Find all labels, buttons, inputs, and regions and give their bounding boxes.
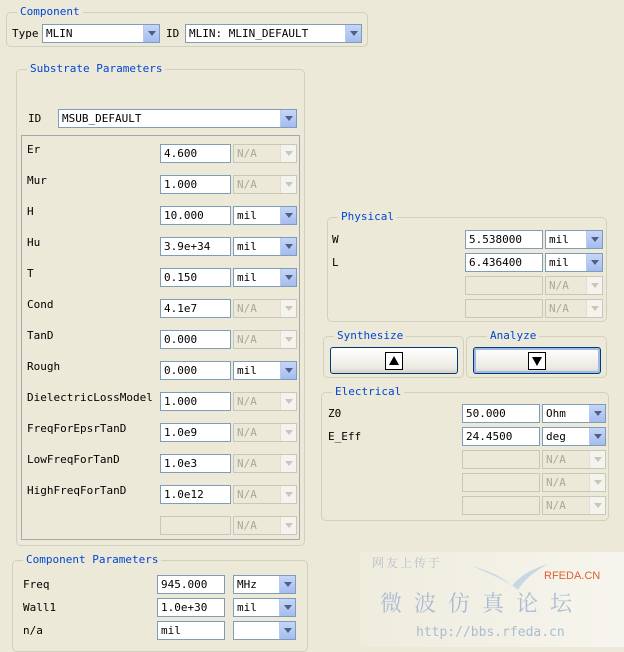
chevron-down-icon bbox=[280, 176, 296, 193]
param-label: Wall1 bbox=[23, 601, 57, 614]
param-value: mil bbox=[161, 624, 181, 637]
param-unit-select[interactable] bbox=[545, 230, 603, 249]
component-params-group-title: Component Parameters bbox=[23, 553, 161, 567]
param-value-field[interactable] bbox=[157, 598, 225, 617]
param-unit-select[interactable] bbox=[545, 253, 603, 272]
chevron-down-icon bbox=[589, 474, 605, 491]
param-value: 0.000 bbox=[164, 364, 198, 377]
param-value: 24.4500 bbox=[466, 430, 513, 443]
param-unit-select[interactable] bbox=[542, 404, 606, 423]
chevron-down-icon bbox=[280, 145, 296, 162]
param-unit-value: mil bbox=[237, 271, 257, 284]
param-unit-value: N/A bbox=[546, 499, 566, 512]
param-unit-select bbox=[545, 276, 603, 295]
analyze-group-title: Analyze bbox=[487, 329, 539, 343]
chevron-down-icon bbox=[280, 300, 296, 317]
param-value: 5.538000 bbox=[469, 233, 522, 246]
param-value-field[interactable] bbox=[160, 175, 231, 194]
chevron-down-icon[interactable] bbox=[143, 25, 159, 42]
param-label: DielectricLossModel bbox=[27, 391, 153, 404]
param-label: Hu bbox=[27, 236, 41, 249]
type-label: Type bbox=[12, 27, 39, 40]
electrical-group-title: Electrical bbox=[332, 385, 404, 399]
param-value-field[interactable] bbox=[157, 575, 225, 594]
param-unit-select[interactable] bbox=[233, 575, 296, 594]
chevron-down-icon[interactable] bbox=[586, 254, 602, 271]
param-value-field[interactable] bbox=[160, 144, 231, 163]
param-value-field[interactable] bbox=[160, 237, 231, 256]
param-unit-select[interactable] bbox=[233, 361, 297, 380]
param-unit-value: mil bbox=[237, 601, 257, 614]
param-value: 1.000 bbox=[164, 395, 198, 408]
param-unit-value: N/A bbox=[237, 147, 257, 160]
param-value-field[interactable] bbox=[160, 485, 231, 504]
analyze-button[interactable] bbox=[473, 347, 601, 374]
param-value: 10.000 bbox=[164, 209, 204, 222]
param-value: 4.600 bbox=[164, 147, 198, 160]
param-unit-value: mil bbox=[237, 364, 257, 377]
component-id-select-value: MLIN: MLIN_DEFAULT bbox=[189, 27, 309, 40]
param-value-field bbox=[462, 473, 540, 492]
param-unit-select bbox=[233, 299, 297, 318]
param-unit-value: N/A bbox=[549, 279, 569, 292]
param-unit-value: Ohm bbox=[546, 407, 566, 420]
bird-logo bbox=[470, 556, 550, 592]
param-label: HighFreqForTanD bbox=[27, 484, 127, 497]
chevron-down-icon bbox=[280, 455, 296, 472]
param-label: T bbox=[27, 267, 34, 280]
param-label: L bbox=[332, 256, 339, 269]
watermark-line1: 网友上传于 bbox=[372, 556, 443, 570]
param-value-field bbox=[462, 450, 540, 469]
param-label: Freq bbox=[23, 578, 50, 591]
param-value: 1.0e9 bbox=[164, 426, 198, 439]
component-group-title: Component bbox=[17, 5, 83, 19]
param-unit-select[interactable] bbox=[233, 621, 296, 640]
chevron-down-icon[interactable] bbox=[280, 362, 296, 379]
param-value: 0.150 bbox=[164, 271, 198, 284]
param-label: TanD bbox=[27, 329, 54, 342]
param-label: LowFreqForTanD bbox=[27, 453, 120, 466]
param-unit-value: N/A bbox=[237, 426, 257, 439]
param-unit-select bbox=[233, 485, 297, 504]
param-value: 1.0e12 bbox=[164, 488, 204, 501]
watermark-brand: RFEDA.CN bbox=[544, 570, 601, 582]
substrate-id-label: ID bbox=[28, 112, 42, 125]
arrow-up-icon bbox=[385, 352, 403, 370]
watermark-line2: 微波仿真论坛 bbox=[380, 592, 585, 617]
param-label: Mur bbox=[27, 174, 47, 187]
param-unit-select bbox=[542, 473, 606, 492]
chevron-down-icon[interactable] bbox=[345, 25, 361, 42]
param-unit-select[interactable] bbox=[233, 268, 297, 287]
param-unit-value: N/A bbox=[237, 178, 257, 191]
physical-group-title: Physical bbox=[338, 210, 397, 224]
chevron-down-icon[interactable] bbox=[589, 405, 605, 422]
chevron-down-icon[interactable] bbox=[280, 269, 296, 286]
chevron-down-icon bbox=[586, 277, 602, 294]
param-value-field[interactable] bbox=[160, 268, 231, 287]
param-unit-value: N/A bbox=[237, 302, 257, 315]
param-label: n/a bbox=[23, 624, 43, 637]
synthesize-button[interactable] bbox=[330, 347, 458, 374]
param-value-field bbox=[462, 496, 540, 515]
chevron-down-icon[interactable] bbox=[280, 238, 296, 255]
param-unit-select bbox=[542, 496, 606, 515]
chevron-down-icon bbox=[280, 486, 296, 503]
param-unit-value: N/A bbox=[546, 476, 566, 489]
param-value-field[interactable] bbox=[160, 330, 231, 349]
param-label: H bbox=[27, 205, 34, 218]
param-unit-select bbox=[233, 144, 297, 163]
type-select-value: MLIN bbox=[46, 27, 73, 40]
param-value-field bbox=[465, 299, 543, 318]
chevron-down-icon bbox=[280, 424, 296, 441]
chevron-down-icon[interactable] bbox=[586, 231, 602, 248]
param-label: Rough bbox=[27, 360, 61, 373]
param-label: W bbox=[332, 233, 339, 246]
param-unit-value: N/A bbox=[237, 333, 257, 346]
param-value: 1.0e3 bbox=[164, 457, 198, 470]
param-unit-value: mil bbox=[237, 209, 257, 222]
param-value-field bbox=[465, 276, 543, 295]
param-unit-value: MHz bbox=[237, 578, 257, 591]
param-value-field[interactable] bbox=[160, 361, 231, 380]
param-value: 1.0e+30 bbox=[161, 601, 208, 614]
param-unit-select bbox=[233, 175, 297, 194]
param-unit-value: N/A bbox=[546, 453, 566, 466]
param-value-field[interactable] bbox=[462, 427, 540, 446]
substrate-group-title: Substrate Parameters bbox=[27, 62, 165, 76]
chevron-down-icon[interactable] bbox=[279, 599, 295, 616]
param-unit-value: mil bbox=[549, 256, 569, 269]
param-value: 0.000 bbox=[164, 333, 198, 346]
param-value-field[interactable] bbox=[160, 454, 231, 473]
param-label: Er bbox=[27, 143, 41, 156]
param-label: Cond bbox=[27, 298, 54, 311]
param-unit-value: mil bbox=[237, 240, 257, 253]
param-value-field[interactable] bbox=[160, 423, 231, 442]
param-value: 3.9e+34 bbox=[164, 240, 211, 253]
param-value: 4.1e7 bbox=[164, 302, 198, 315]
param-value-field[interactable] bbox=[465, 230, 543, 249]
param-value-field[interactable] bbox=[160, 392, 231, 411]
param-value: 6.436400 bbox=[469, 256, 522, 269]
chevron-down-icon[interactable] bbox=[280, 207, 296, 224]
chevron-down-icon bbox=[586, 300, 602, 317]
chevron-down-icon bbox=[589, 497, 605, 514]
param-value-field[interactable] bbox=[462, 404, 540, 423]
param-value-field[interactable] bbox=[157, 621, 225, 640]
component-id-label: ID bbox=[166, 27, 180, 40]
param-unit-select bbox=[233, 330, 297, 349]
param-value: 50.000 bbox=[466, 407, 506, 420]
param-value: 1.000 bbox=[164, 178, 198, 191]
param-unit-select bbox=[233, 392, 297, 411]
param-unit-select[interactable] bbox=[233, 206, 297, 225]
param-value-field bbox=[160, 516, 231, 535]
arrow-down-icon bbox=[528, 352, 546, 370]
chevron-down-icon[interactable] bbox=[589, 428, 605, 445]
chevron-down-icon bbox=[280, 517, 296, 534]
param-unit-value: N/A bbox=[549, 302, 569, 315]
substrate-id-select[interactable] bbox=[58, 109, 297, 128]
param-unit-value: N/A bbox=[237, 519, 257, 532]
chevron-down-icon bbox=[589, 451, 605, 468]
chevron-down-icon[interactable] bbox=[279, 622, 295, 639]
param-unit-select bbox=[233, 516, 297, 535]
chevron-down-icon[interactable] bbox=[279, 576, 295, 593]
watermark bbox=[360, 552, 624, 647]
param-label: E_Eff bbox=[328, 430, 362, 443]
param-label: FreqForEpsrTanD bbox=[27, 422, 127, 435]
param-unit-select bbox=[233, 454, 297, 473]
type-select[interactable] bbox=[42, 24, 160, 43]
param-unit-select bbox=[545, 299, 603, 318]
param-unit-value: N/A bbox=[237, 488, 257, 501]
chevron-down-icon bbox=[280, 393, 296, 410]
param-unit-select bbox=[542, 450, 606, 469]
chevron-down-icon bbox=[280, 331, 296, 348]
param-unit-value: mil bbox=[549, 233, 569, 246]
param-value: 945.000 bbox=[161, 578, 208, 591]
param-unit-select[interactable] bbox=[233, 237, 297, 256]
param-unit-value: N/A bbox=[237, 395, 257, 408]
param-unit-select[interactable] bbox=[542, 427, 606, 446]
param-unit-select bbox=[233, 423, 297, 442]
watermark-url: http://bbs.rfeda.cn bbox=[416, 625, 565, 640]
param-unit-value: N/A bbox=[237, 457, 257, 470]
param-unit-select[interactable] bbox=[233, 598, 296, 617]
param-unit-value: deg bbox=[546, 430, 566, 443]
param-label: Z0 bbox=[328, 407, 342, 420]
param-value-field[interactable] bbox=[465, 253, 543, 272]
component-id-select[interactable] bbox=[185, 24, 362, 43]
synthesize-group-title: Synthesize bbox=[334, 329, 406, 343]
chevron-down-icon[interactable] bbox=[280, 110, 296, 127]
param-value-field[interactable] bbox=[160, 206, 231, 225]
substrate-id-select-value: MSUB_DEFAULT bbox=[62, 112, 142, 125]
param-value-field[interactable] bbox=[160, 299, 231, 318]
